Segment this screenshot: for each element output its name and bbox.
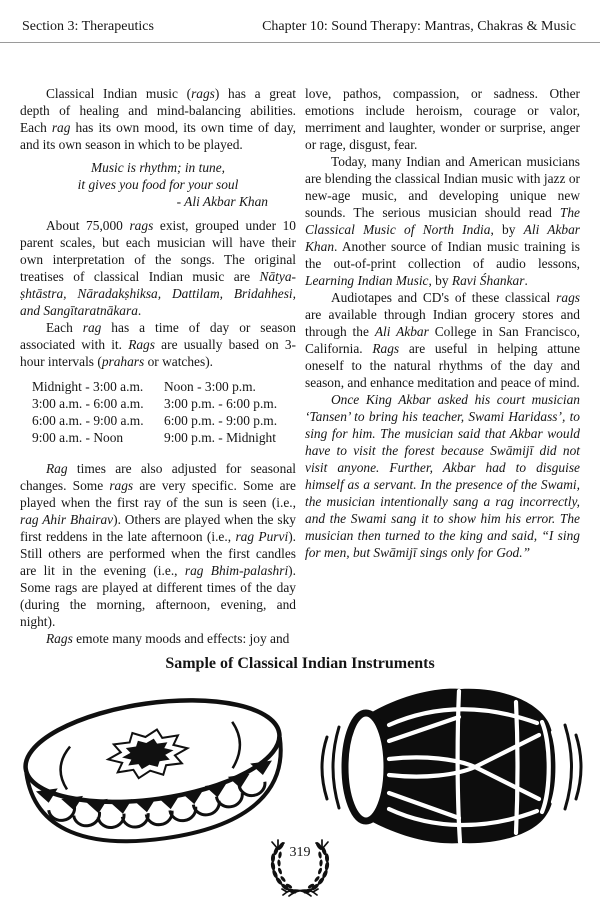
barrel-drum-illustration	[309, 677, 594, 857]
rag-schedule	[20, 378, 296, 446]
two-column-body	[0, 43, 600, 647]
schedule-item: 9:00 a.m. - Noon	[32, 430, 124, 445]
paragraph-seasonal: Rag times are also adjusted for seasonal changes. Some rags are very specific. Some are played when the first ray of the sun is seen (i.e., rag Ahir Bhairav). Others are played when the sky first reddens in the late afternoon (i.e., rag Purvi). Still others are performed when the first candles are lit in the evening (i.e., rag Bhim-palashri). Some rags are played at different times of the day (during the morning, afternoon, evening, and night).	[20, 461, 296, 629]
page-number-wreath	[255, 839, 345, 897]
instruments-heading: Sample of Classical Indian Instruments	[165, 655, 435, 672]
paragraph-audiotapes: Audiotapes and CD's of these classical rags are available through Indian grocery stores and through the Ali Akbar College in San Francisco, California. Rags are useful in helping attune oneself to the natural rhythms of the day and season, and enhance meditation and peace of mind.	[305, 290, 581, 390]
page-header	[0, 0, 600, 43]
schedule-item: 3:00 p.m. - 6:00 p.m.	[164, 396, 278, 411]
paragraph-akbar-story: Once King Akbar asked his court musician ‘Tansen’ to bring his teacher, Swami Haridass’, to sing for him. The musician said that Akbar would have to visit the forest because Swāmijī did not visit anyone. Further, Akbar had to disguise himself as a servant. In the presence of the Swami, the musician intentionally sang a rag incorrectly, and the Swami sang it to show him his error. The musician then turned to the king and said, “I sing for men, but Swāmijī sings only for God.”	[305, 392, 580, 560]
page-number: 319	[289, 845, 311, 860]
chapter-title: Chapter 10: Sound Therapy: Mantras, Chakras & Music	[262, 19, 576, 34]
paragraph-classical-intro: Classical Indian music (rags) has a great depth of healing and mind-balancing abilities. Each rag has its own mood, its own time of day, and its own season in which to be played.	[20, 86, 296, 152]
schedule-item: 6:00 p.m. - 9:00 p.m.	[164, 413, 278, 428]
illustrations-section	[0, 654, 600, 898]
instruments-row	[0, 673, 600, 859]
paragraph-rag-time: Each rag has a time of day or season associated with it. Rags are usually based on 3-hour intervals (prahars or watches).	[20, 320, 297, 369]
schedule-column-pm	[164, 378, 296, 446]
schedule-column-am	[32, 378, 164, 446]
right-column	[305, 85, 580, 647]
quote-line-1: Music is rhythm; in tune,	[90, 160, 226, 175]
schedule-item: 3:00 a.m. - 6:00 a.m.	[32, 396, 144, 411]
left-column	[20, 85, 296, 647]
paragraph-moods: Rags emote many moods and effects: joy and	[46, 631, 290, 646]
section-title: Section 3: Therapeutics	[22, 19, 154, 34]
quote-block	[20, 159, 296, 210]
schedule-item: 6:00 a.m. - 9:00 a.m.	[32, 413, 144, 428]
paragraph-rags-count: About 75,000 rags exist, grouped under 10 parent scales, but each musician will have their own interpretation of the songs. The original treatises of classical Indian music are Nātya-ṣhtāstra, Nāradakṣhiksa, Dattilam, Bridahhesi, and Sangītaratnākara.	[20, 218, 297, 318]
frame-drum-illustration	[10, 689, 302, 859]
schedule-item: Noon - 3:00 p.m.	[164, 379, 256, 394]
paragraph-today: Today, many Indian and American musicians are blending the classical Indian music with jazz or new-age music, and developing unique new sounds. The serious musician should read The Classical Music of North India, by Ali Akbar Khan. Another source of Indian music training is the out-of-print collection of audio lessons, Learning Indian Music, by Ravi Śhankar.	[305, 154, 581, 288]
paragraph-emotions: love, pathos, compassion, or sadness. Other emotions include heroism, courage or valor, merriment and laughter, wonder or surprise, anger or rage, disgust, fear.	[305, 86, 580, 152]
quote-line-2: it gives you food for your soul	[77, 177, 239, 192]
schedule-item: Midnight - 3:00 a.m.	[32, 379, 144, 394]
quote-attribution: - Ali Akbar Khan	[176, 194, 268, 209]
schedule-item: 9:00 p.m. - Midnight	[164, 430, 276, 445]
